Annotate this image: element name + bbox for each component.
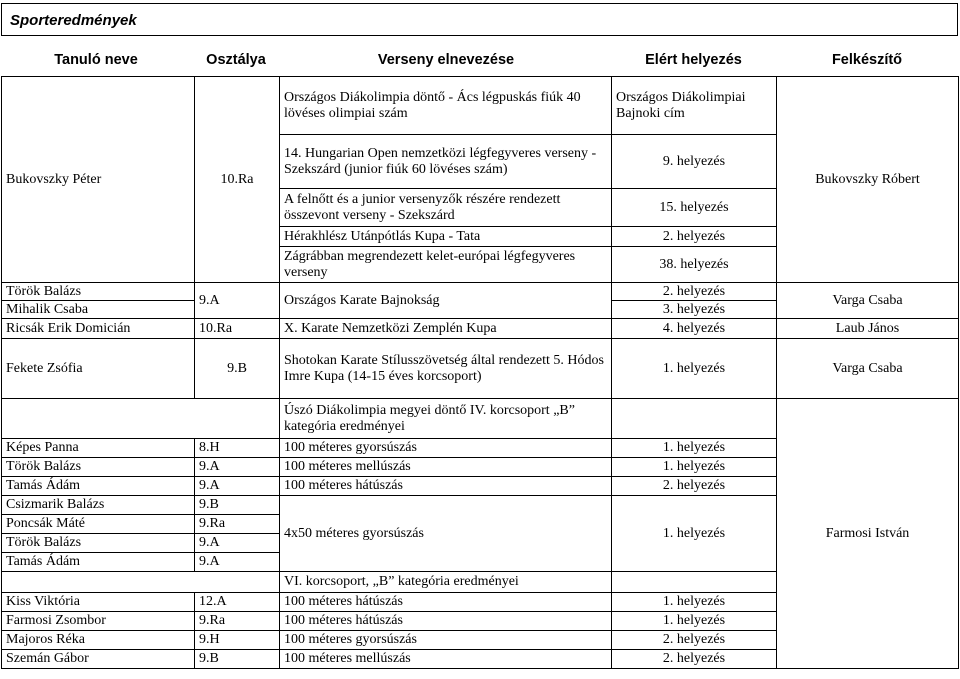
event-name: 100 méteres mellúszás — [280, 650, 612, 669]
student-name: Képes Panna — [2, 439, 195, 458]
competition-name: A felnőtt és a junior versenyzők részére rendezett összevont verseny - Szekszárd — [280, 189, 612, 227]
section-title: Úszó Diákolimpia megyei döntő IV. korcsoport „B” kategória eredményei — [280, 399, 612, 439]
student-name: Szemán Gábor — [2, 650, 195, 669]
header-result: Elért helyezés — [645, 52, 742, 68]
result: 15. helyezés — [612, 189, 777, 227]
student-name: Csizmarik Balázs — [2, 496, 195, 515]
page-title: Sporteredmények — [10, 12, 137, 29]
student-name: Poncsák Máté — [2, 515, 195, 534]
table-row — [2, 77, 959, 135]
competition-name: Zágrábban megrendezett kelet-európai légfegyveres verseny — [280, 247, 612, 283]
result: 3. helyezés — [612, 301, 777, 319]
result: 1. helyezés — [612, 612, 777, 631]
result: Országos Diákolimpiai Bajnoki cím — [612, 77, 777, 135]
table-row — [2, 283, 959, 301]
section-row — [2, 399, 959, 439]
student-name: Kiss Viktória — [2, 593, 195, 612]
result: 38. helyezés — [612, 247, 777, 283]
student-class: 9.A — [195, 477, 280, 496]
event-name: 100 méteres hátúszás — [280, 612, 612, 631]
student-name: Török Balázs — [2, 458, 195, 477]
event-name: 100 méteres hátúszás — [280, 477, 612, 496]
student-name: Ricsák Erik Domicián — [2, 319, 195, 339]
student-class: 9.B — [195, 650, 280, 669]
student-name: Tamás Ádám — [2, 477, 195, 496]
title-box — [1, 3, 958, 36]
result: 4. helyezés — [612, 319, 777, 339]
event-name: 4x50 méteres gyorsúszás — [280, 496, 612, 572]
result: 1. helyezés — [612, 339, 777, 399]
student-class: 9.A — [195, 534, 280, 553]
student-class: 9.B — [195, 496, 280, 515]
student-name: Török Balázs — [2, 283, 195, 301]
event-name: 100 méteres gyorsúszás — [280, 439, 612, 458]
student-class: 9.B — [195, 339, 280, 399]
student-class: 12.A — [195, 593, 280, 612]
competition-name: Országos Karate Bajnokság — [280, 283, 612, 319]
student-name: Mihalik Csaba — [2, 301, 195, 319]
competition-name: Országos Diákolimpia döntő - Ács légpuskás fiúk 40 lövéses olimpiai szám — [280, 77, 612, 135]
student-name: Török Balázs — [2, 534, 195, 553]
student-name: Fekete Zsófia — [2, 339, 195, 399]
event-name: 100 méteres mellúszás — [280, 458, 612, 477]
event-name: 100 méteres gyorsúszás — [280, 631, 612, 650]
header-student-name: Tanuló neve — [54, 52, 138, 68]
student-class: 8.H — [195, 439, 280, 458]
student-class: 9.A — [195, 553, 280, 572]
student-class: 9.A — [195, 458, 280, 477]
student-class: 10.Ra — [195, 319, 280, 339]
competition-name: X. Karate Nemzetközi Zemplén Kupa — [280, 319, 612, 339]
coach-name: Varga Csaba — [777, 283, 959, 319]
competition-name: Hérakhlész Utánpótlás Kupa - Tata — [280, 227, 612, 247]
header-coach: Felkészítő — [831, 52, 903, 68]
student-name: Bukovszky Péter — [2, 77, 195, 283]
student-class: 9.Ra — [195, 612, 280, 631]
result: 2. helyezés — [612, 650, 777, 669]
header-row — [1, 43, 958, 74]
coach-name: Varga Csaba — [777, 339, 959, 399]
coach-name: Farmosi István — [777, 399, 959, 669]
result: 2. helyezés — [612, 283, 777, 301]
result: 2. helyezés — [612, 631, 777, 650]
student-name: Tamás Ádám — [2, 553, 195, 572]
results-table — [1, 76, 959, 669]
result: 1. helyezés — [612, 496, 777, 572]
competition-name: 14. Hungarian Open nemzetközi légfegyveres verseny - Szekszárd (junior fiúk 60 lövéses szám) — [280, 135, 612, 189]
student-class: 9.H — [195, 631, 280, 650]
competition-name: Shotokan Karate Stílusszövetség által rendezett 5. Hódos Imre Kupa (14-15 éves korcsoport) — [280, 339, 612, 399]
result: 1. helyezés — [612, 458, 777, 477]
student-name: Farmosi Zsombor — [2, 612, 195, 631]
coach-name: Bukovszky Róbert — [777, 77, 959, 283]
student-class: 10.Ra — [195, 77, 280, 283]
section-title: VI. korcsoport, „B” kategória eredményei — [280, 572, 612, 593]
result: 9. helyezés — [612, 135, 777, 189]
event-name: 100 méteres hátúszás — [280, 593, 612, 612]
header-class: Osztálya — [206, 52, 266, 68]
student-class: 9.A — [195, 283, 280, 319]
table-row — [2, 319, 959, 339]
student-class: 9.Ra — [195, 515, 280, 534]
coach-name: Laub János — [777, 319, 959, 339]
student-name: Majoros Réka — [2, 631, 195, 650]
result: 1. helyezés — [612, 439, 777, 458]
result: 2. helyezés — [612, 227, 777, 247]
table-row — [2, 339, 959, 399]
header-competition: Verseny elnevezése — [377, 52, 515, 68]
result: 2. helyezés — [612, 477, 777, 496]
result: 1. helyezés — [612, 593, 777, 612]
